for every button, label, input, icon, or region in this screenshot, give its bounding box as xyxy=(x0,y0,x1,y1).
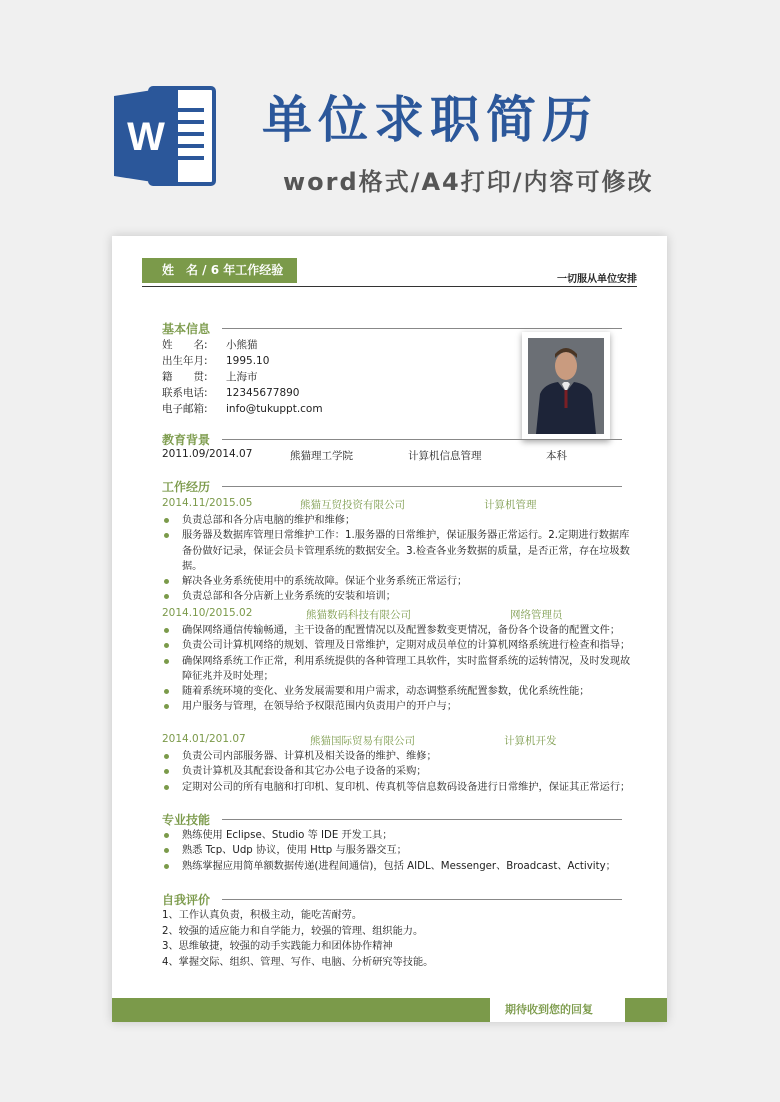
job-role: 网络管理员 xyxy=(510,609,563,621)
word-logo-icon xyxy=(112,82,220,190)
section-title-skills: 专业技能 xyxy=(162,813,211,827)
list-item: 1、工作认真负责，积极主动，能吃苦耐劳。 xyxy=(162,910,363,921)
main-title: 单位求职简历 xyxy=(262,91,598,149)
edu-school: 熊猫理工学院 xyxy=(290,450,353,462)
info-phone xyxy=(162,385,300,400)
list-item: 随着系统环境的变化、业务发展需要和用户需求，动态调整系统配置参数，优化系统性能； xyxy=(162,684,638,699)
subtitle: word格式/A4打印/内容可修改 xyxy=(283,168,654,196)
section-title-basic: 基本信息 xyxy=(162,322,211,336)
section-divider xyxy=(222,439,622,440)
job-role: 计算机开发 xyxy=(504,735,557,747)
info-label: 联系电话: xyxy=(162,387,208,399)
list-item: 确保网络通信传输畅通，主干设备的配置情况以及配置参数变更情况，备份各个设备的配置文件； xyxy=(162,623,638,638)
list-item: 负责总部和各分店新上业务系统的安装和培训； xyxy=(162,589,638,604)
person-silhouette-icon xyxy=(528,338,604,434)
job-period: 2014.01/201.07 xyxy=(162,733,246,745)
list-item: 负责公司计算机网络的规划、管理及日常维护，定期对成员单位的计算机网络系统进行检查和指导； xyxy=(162,638,638,653)
section-divider xyxy=(222,486,622,487)
info-value: 1995.10 xyxy=(226,355,270,367)
list-item: 定期对公司的所有电脑和打印机、复印机、传真机等信息数码设备进行日常维护，保证其正常运行； xyxy=(162,780,638,795)
list-item: 2、较强的适应能力和自学能力，较强的管理、组织能力。 xyxy=(162,925,424,937)
info-hometown xyxy=(162,369,258,384)
section-divider xyxy=(222,899,622,900)
list-item: 熟悉 Tcp、Udp 协议，使用 Http 与服务器交互； xyxy=(162,843,638,858)
section-divider xyxy=(222,819,622,820)
info-label: 出生年月: xyxy=(162,355,208,367)
profile-photo xyxy=(522,332,610,440)
section-title-self-eval: 自我评价 xyxy=(162,893,211,907)
list-item: 服务器及数据库管理日常维护工作：1.服务器的日常维护，保证服务器正常运行。2.定期进行数据库备份做好记录，保证会员卡管理系统的数据安全。3.检查各业务数据的质量，是否正常，存在垃圾数据。 xyxy=(162,528,638,574)
word-logo-letter: W xyxy=(127,115,165,159)
info-name xyxy=(162,337,258,352)
list-item: 负责计算机及其配套设备和其它办公电子设备的采购； xyxy=(162,764,638,779)
list-item: 负责总部和各分店电脑的维护和维修； xyxy=(162,513,638,528)
section-title-work: 工作经历 xyxy=(162,480,211,494)
info-label: 电子邮箱: xyxy=(162,403,208,415)
job-company: 熊猫互贸投资有限公司 xyxy=(300,499,405,511)
list-item: 3、思维敏捷，较强的动手实践能力和团体协作精神 xyxy=(162,941,393,952)
top-divider xyxy=(142,286,637,287)
skills-list xyxy=(162,828,638,874)
info-value: 12345677890 xyxy=(226,387,300,399)
job-role: 计算机管理 xyxy=(484,499,537,511)
name-bar: 姓 名 / 6 年工作经验 xyxy=(142,258,297,283)
info-email xyxy=(162,401,323,416)
info-value: 小熊猫 xyxy=(226,339,258,351)
list-item: 确保网络系统工作正常，利用系统提供的各种管理工具软件，实时监督系统的运转情况，及时发现故障征兆并及时处理； xyxy=(162,654,638,685)
page-header xyxy=(0,0,780,230)
list-item: 4、掌握交际、组织、管理、写作、电脑、分析研究等技能。 xyxy=(162,956,434,968)
edu-major: 计算机信息管理 xyxy=(408,450,482,462)
job-duties xyxy=(162,513,638,605)
job-company: 熊猫数码科技有限公司 xyxy=(306,609,411,621)
list-item: 负责公司内部服务器、计算机及相关设备的维护、维修； xyxy=(162,749,638,764)
resume-paper xyxy=(112,236,667,1022)
self-eval-list xyxy=(162,908,622,970)
section-divider xyxy=(222,328,622,329)
edu-degree: 本科 xyxy=(546,450,567,462)
footer-text: 期待收到您的回复 xyxy=(505,1003,593,1016)
job-company: 熊猫国际贸易有限公司 xyxy=(310,735,415,747)
list-item: 解决各业务系统使用中的系统故障。保证个业务系统正常运行； xyxy=(162,574,638,589)
job-duties xyxy=(162,623,638,715)
job-period: 2014.11/2015.05 xyxy=(162,497,253,509)
job-period: 2014.10/2015.02 xyxy=(162,607,253,619)
info-value: 上海市 xyxy=(226,371,258,383)
info-value: info@tukuppt.com xyxy=(226,403,323,415)
info-label: 籍 贯: xyxy=(162,371,208,383)
list-item: 熟练掌握应用简单额数据传递(进程间通信)，包括 AIDL、Messenger、Broadcast、Activity； xyxy=(162,859,638,874)
list-item: 熟练使用 Eclipse、Studio 等 IDE 开发工具； xyxy=(162,828,638,843)
tagline: 一切服从单位安排 xyxy=(557,274,637,285)
section-title-education: 教育背景 xyxy=(162,433,211,447)
list-item: 用户服务与管理，在领导给予权限范围内负责用户的开户与； xyxy=(162,699,638,714)
info-label: 姓 名: xyxy=(162,339,208,351)
job-duties xyxy=(162,749,638,795)
edu-period: 2011.09/2014.07 xyxy=(162,448,253,460)
info-birth xyxy=(162,353,269,368)
